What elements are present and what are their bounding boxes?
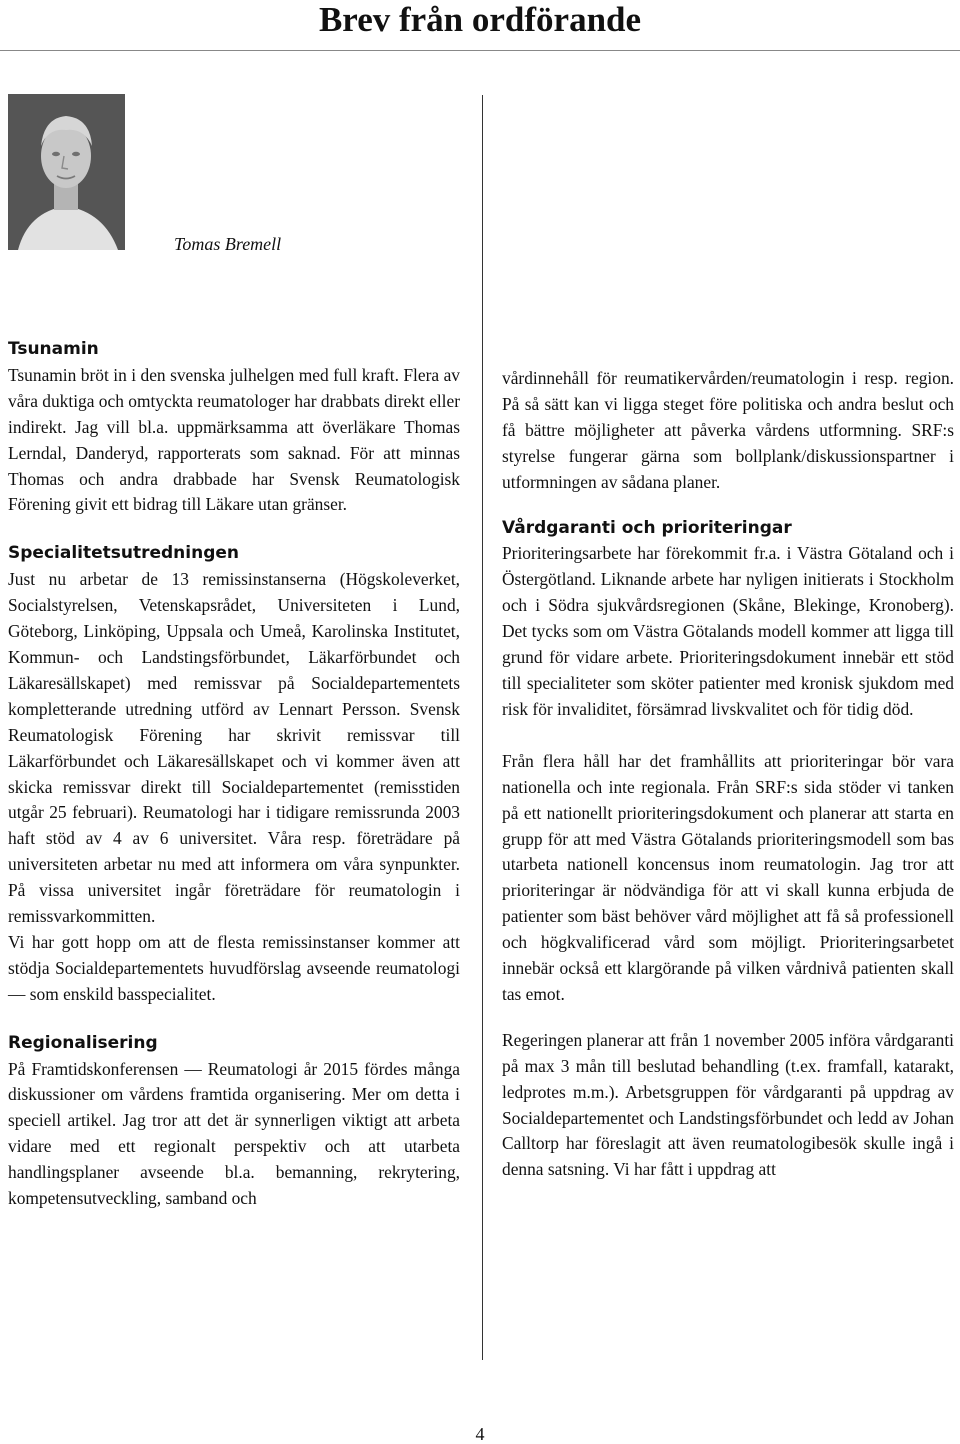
section-heading-specialist: Specialitetsutredningen bbox=[8, 543, 240, 564]
section-heading-regional: Regionalisering bbox=[8, 1032, 158, 1053]
title-divider bbox=[0, 50, 960, 51]
right-column bbox=[502, 366, 954, 1183]
column-divider bbox=[482, 95, 483, 1360]
page-number: 4 bbox=[475, 1424, 485, 1444]
regional-paragraph: På Framtidskonferensen — Reumatologi år 2015 fördes många diskussioner om vårdens framtida organisering. Mer om detta i speciell artikel. Jag tror att det är synnerligen viktigt att arbeta vidare med ett regionalt perspektiv och att utarbeta handlingsplaner avseende bl.a. bemanning, rekrytering, kompetensutveckling, samband och bbox=[8, 1058, 460, 1209]
care-paragraph-3: Regeringen planerar att från 1 november 2005 införa vårdgaranti på max 3 mån till beslutad behandling (t.ex. framfall, katarakt, ledprotes m.m.). Arbetsgruppen för vårdgaranti på uppdrag av Socialdepartementet och Landstingsförbundet och ledd av Johan Calltorp har föreslagit att även reumatologibesök skulle ingå i denna satsning. Vi har fått i uppdrag att bbox=[502, 1029, 954, 1180]
page-title: Brev från ordförande bbox=[318, 0, 642, 39]
portrait-photo bbox=[8, 94, 125, 250]
left-column bbox=[8, 337, 460, 1212]
tsunami-paragraph: Tsunamin bröt in i den svenska julhelgen med full kraft. Flera av våra duktiga och omtyckta reumatologer har drabbats direkt eller indirekt. Jag vill bl.a. uppmärksamma att överläkare Thomas Lerndal, Danderyd, rapporterats som saknad. För att minnas Thomas och andra drabbade har Svensk Reumatologisk Förening givit ett bidrag till Läkare utan gränser. bbox=[8, 364, 460, 515]
care-paragraph-2: Från flera håll har det framhållits att prioriteringar bör vara nationella och inte regionala. Från SRF:s sida stöder vi tanken på ett nationellt prioriteringsdokument och planerar att starta en grupp för att med Västra Götalands prioriteringsmodell som bas utarbeta nationell koncensus inom reumatologin. Jag tror att prioriteringar är nödvändiga för att vi skall kunna erbjuda de patienter som bäst behöver vård möjlighet att få så professionell och högkvalificerad vård som möjligt. Prioriteringsarbetet innebär också ett klargörande på vilken vårdnivå patienten skall tas emot. bbox=[502, 750, 954, 1004]
section-heading-tsunami: Tsunamin bbox=[8, 339, 99, 359]
specialist-paragraph-1: Just nu arbetar de 13 remissinstanserna (Högskoleverket, Socialstyrelsen, Vetenskapsrådet, Universiteten i Lund, Göteborg, Linköping, Uppsala och Umeå, Karolinska Institutet, Kommun- och Landstingsförbundet, Läkarförbundet och Läkaresällskapet) med remissvar på Socialdepartementets kompletterande utredning utförd av Lennart Persson. Svensk Reumatologisk Förening har skrivit remissvar till Läkarförbundet och Läkaresällskapet och vi kommer även att skicka remissvar direkt till Socialdepartementet (remisstiden utgår 25 februari). Reumatologi har i tidigare remissrunda 2003 haft stöd av 4 av 6 universitet. Våra resp. företrädare på universiteten arbetar nu med att informera om våra synpunkter. På vissa universitet ingår företrädare för reumatologin i remissvarkommitten. bbox=[8, 569, 460, 927]
care-paragraph-1: Prioriteringsarbete har förekommit fr.a. i Västra Götaland och i Östergötland. Liknande arbete har nyligen initierats i Stockholm och i Södra sjukvårdsregionen (Skåne, Blekinge, Kronoberg). Det tycks som om Västra Götalands modell kommer att ligga till grund för vidare arbete. Prioriteringsdokument innebär ett stöd till specialiteter som sköter patienter med kronisk sjukdom med risk för invaliditet, försämrad livskvalitet och för tidig död. bbox=[502, 543, 954, 719]
portrait-caption: Tomas Bremell bbox=[174, 234, 282, 254]
section-heading-care: Vårdgaranti och prioriteringar bbox=[502, 517, 792, 538]
specialist-paragraph-2: Vi har gott hopp om att de flesta remissinstanser kommer att stödja Socialdepartementets huvudförslag avseende reumatologi — som enskild basspecialitet. bbox=[8, 931, 460, 1004]
continuation-paragraph: vårdinnehåll för reumatikervården/reumatologin i resp. region. På så sätt kan vi ligga steget före politiska och andra beslut och få bättre möjligheter att påverka vårdens utformning. SRF:s styrelse fungerar gärna som bollplank/diskussionspartner i utformningen av sådana planer. bbox=[502, 368, 954, 492]
